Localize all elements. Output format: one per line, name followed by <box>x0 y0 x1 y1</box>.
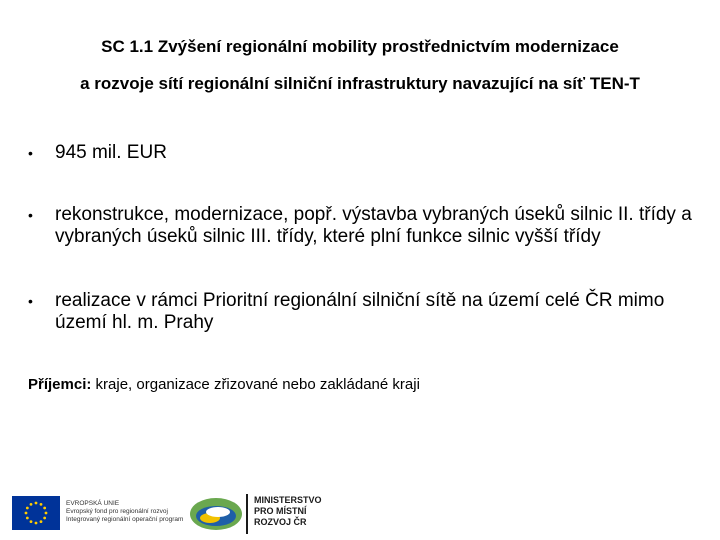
ministry-line: ROZVOJ ČR <box>254 517 307 527</box>
eu-flag-icon <box>12 496 60 530</box>
eu-star-icon <box>25 512 28 515</box>
recipients-text: kraje, organizace zřizované nebo zakládané kraji <box>91 376 420 393</box>
recipients-label: Příjemci: <box>28 376 92 393</box>
eu-star-icon <box>40 520 43 523</box>
eu-star-icon <box>43 507 46 510</box>
bullet-dot-icon: • <box>28 145 33 161</box>
ministry-divider <box>246 494 248 534</box>
ministry-logo-text <box>254 495 322 528</box>
eu-star-icon <box>35 522 38 525</box>
eu-star-icon <box>43 517 46 520</box>
eu-line: Evropský fond pro regionální rozvoj <box>66 508 168 515</box>
eu-line: EVROPSKÁ UNIE <box>66 500 120 507</box>
eu-line: Integrovaný regionální operační program <box>66 516 184 523</box>
eu-text <box>66 500 183 524</box>
eu-star-icon <box>30 520 33 523</box>
ministry-line: MINISTERSTVO <box>254 495 322 505</box>
eu-star-icon <box>45 512 48 515</box>
bullet-text: rekonstrukce, modernizace, popř. výstavba vybraných úseků silnic II. třídy a vybraných úseků silnic III. třídy, které plní funkce silnic vyšší třídy <box>55 204 692 247</box>
ros-logo-icon <box>188 494 248 534</box>
recipients-line <box>28 376 420 394</box>
eu-star-icon <box>30 503 33 506</box>
title-line-1: SC 1.1 Zvýšení regionální mobility prostřednictvím modernizace <box>101 37 619 56</box>
bullet-dot-icon: • <box>28 293 33 309</box>
bullet-text: realizace v rámci Prioritní regionální silniční sítě na území celé ČR mimo území hl. m. Prahy <box>55 290 665 333</box>
bullet-text: 945 mil. EUR <box>55 142 167 163</box>
eu-star-icon <box>35 502 38 505</box>
title-line-2: a rozvoje sítí regionální silniční infrastruktury navazující na síť TEN-T <box>80 74 640 93</box>
ministry-line: PRO MÍSTNÍ <box>254 506 307 516</box>
bullet-dot-icon: • <box>28 207 33 223</box>
eu-star-icon <box>26 507 29 510</box>
footer-logos <box>0 488 720 540</box>
eu-star-icon <box>26 517 29 520</box>
eu-star-icon <box>40 503 43 506</box>
